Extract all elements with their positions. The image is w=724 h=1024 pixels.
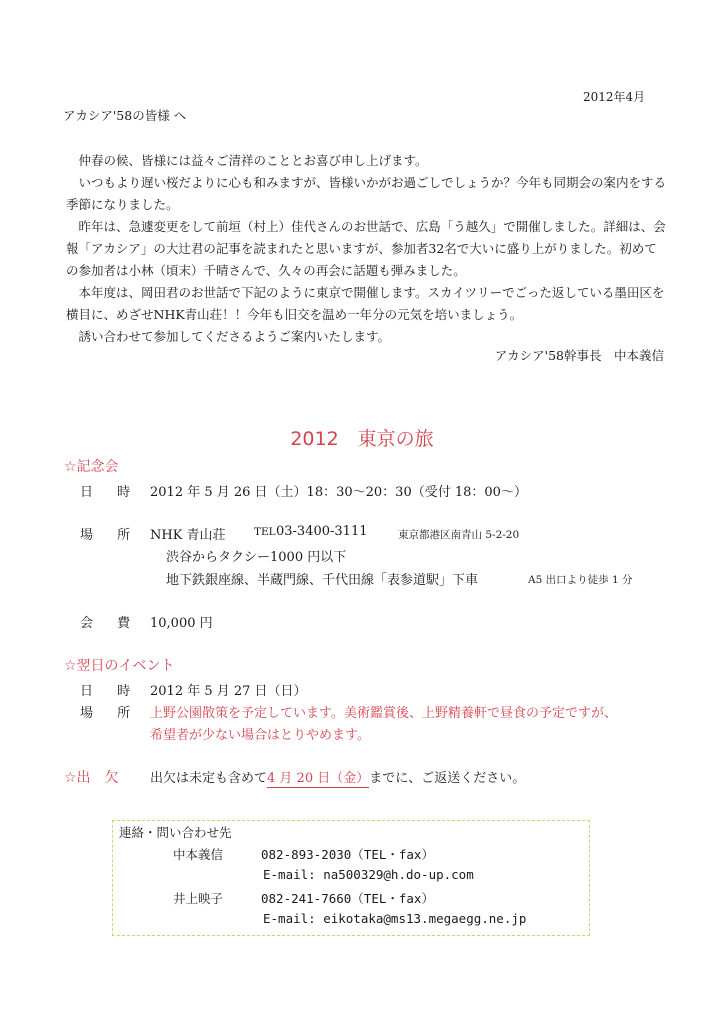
contact1-phone: 082-893-2030（TEL・fax） — [261, 847, 434, 862]
contact-heading: 連絡・問い合わせ先 — [119, 825, 232, 840]
tel-label: TEL — [254, 526, 276, 538]
paragraph: いつもより遅い桜だよりに心も和みますが、皆様いかがお過ごしでしょうか？今年も同期会の案内をする季節になりました。 — [66, 175, 667, 212]
event2-place-line1: 上野公園散策を予定しています。美術鑑賞後、上野精養軒で昼食の予定ですが、 — [150, 706, 617, 721]
letter-body — [66, 150, 666, 348]
event1-date-label: 日 時 — [80, 485, 141, 500]
event1-tel: 03-3400-3111 — [276, 524, 368, 539]
addressee: アカシア'58の皆様 へ — [63, 108, 187, 123]
event1-access1: 渋谷からタクシー1000 円以下 — [166, 550, 347, 565]
event1-heading: ☆記念会 — [64, 459, 119, 475]
event1-fee-label: 会 費 — [80, 616, 141, 631]
event1-date-value: 2012 年 5 月 26 日（土）18：30〜20：30（受付 18：00〜） — [150, 485, 527, 500]
event2-place-label: 場 所 — [80, 706, 141, 721]
rsvp-heading: ☆出 欠 — [64, 770, 119, 786]
contact2-name: 井上映子 — [173, 891, 224, 906]
contact2-email: E-mail: eikotaka@ms13.megaegg.ne.jp — [263, 911, 527, 926]
event2-heading: ☆翌日のイベント — [64, 658, 175, 674]
event1-access2: 地下鉄銀座線、半蔵門線、千代田線「表参道駅」下車 — [166, 573, 479, 588]
contact2-phone: 082-241-7660（TEL・fax） — [261, 891, 434, 906]
contact-box — [112, 820, 590, 936]
event2-place-line2: 希望者が少ない場合はとりやめます。 — [150, 728, 370, 743]
event2-date-value: 2012 年 5 月 27 日（日） — [150, 684, 307, 699]
paragraph: 誘い合わせて参加してくださるようご案内いたします。 — [66, 329, 391, 344]
rsvp-text-before: 出欠は未定も含めて — [150, 771, 268, 786]
paragraph: 仲春の候、皆様には益々ご清祥のこととお喜び申し上げます。 — [66, 153, 428, 168]
letter-date: 2012年4月 — [583, 90, 646, 104]
paragraph: 本年度は、岡田君のお世話で下記のように東京で開催します。スカイツリーでごった返している墨田区を横目に、めざせNHK青山荘！！今年も旧交を温め一年分の元気を培いましょう。 — [66, 285, 665, 322]
signature: アカシア'58幹事長 中本義信 — [494, 348, 664, 363]
event1-place-name: NHK 青山荘 — [150, 528, 226, 543]
paragraph: 昨年は、急遽変更をして前垣（村上）佳代さんのお世話で、広島「う越久」で開催しました。詳細は、会報「アカシア」の大辻君の記事を読まれたと思いますが、参加者32名で大いに盛り上がりました。初めての参加者は小林（頃末）千晴さんで、久々の再会に話題も弾みました。 — [66, 219, 666, 278]
rsvp-line — [150, 767, 525, 786]
event1-address: 東京都港区南青山 5-2-20 — [398, 529, 520, 541]
event1-place-label: 場 所 — [80, 528, 141, 543]
contact1-name: 中本義信 — [173, 847, 224, 862]
rsvp-text-after: までに、ご返送ください。 — [369, 771, 526, 786]
contact1-email: E-mail: na500329@h.do-up.com — [263, 867, 474, 882]
page-title: 2012 東京の旅 — [290, 428, 434, 450]
event1-fee-value: 10,000 円 — [150, 616, 213, 631]
event1-access2-note: A5 出口より徒歩 1 分 — [528, 574, 633, 586]
event2-date-label: 日 時 — [80, 684, 141, 699]
rsvp-deadline: 4 月 20 日（金） — [267, 771, 370, 786]
